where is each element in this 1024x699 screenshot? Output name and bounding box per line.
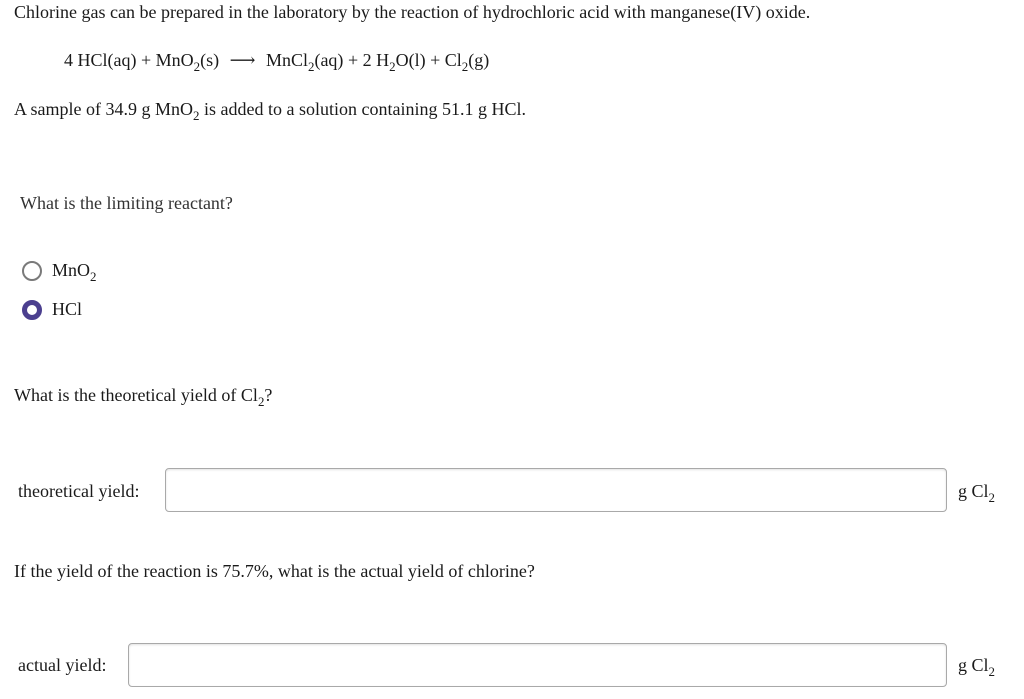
eq-r1-coef: 4 <box>64 50 73 70</box>
eq-p3: $Cl_2(g)$ <box>444 50 490 74</box>
reaction-arrow-icon: ⟶ <box>229 50 256 70</box>
eq-plus: + <box>347 50 359 70</box>
theoretical-yield-label: theoretical yield: <box>18 481 140 501</box>
theoretical-yield-unit: g $Cl_2$ <box>958 481 995 505</box>
actual-yield-unit: g $Cl_2$ <box>958 655 995 679</box>
eq-r1: HCl(aq) <box>77 50 137 70</box>
actual-yield-question: If the yield of the reaction is 75.7%, what is the actual yield of chlorine? <box>14 561 535 581</box>
limiting-reactant-question: What is the limiting reactant? <box>20 193 233 213</box>
theoretical-yield-input[interactable] <box>165 468 947 512</box>
radio-button-selected-icon[interactable] <box>22 300 42 320</box>
theoretical-yield-question: What is the theoretical yield of $Cl_2$? <box>14 385 273 409</box>
radio-button-icon[interactable] <box>22 261 42 281</box>
eq-p1: MnCl$_2$(aq) <box>265 50 344 74</box>
actual-yield-input[interactable] <box>128 643 947 687</box>
eq-r2: MnO$_2$(s) <box>155 50 220 74</box>
option-mno2[interactable] <box>22 260 97 284</box>
eq-p2: 2 $H_2O(l)$ <box>362 50 426 74</box>
actual-yield-label: actual yield: <box>18 655 107 675</box>
eq-plus: + <box>430 50 441 70</box>
option-label: HCl <box>52 299 83 319</box>
eq-plus: + <box>140 50 152 70</box>
option-label: MnO$_2$ <box>52 260 97 284</box>
chemical-equation <box>64 50 490 74</box>
option-hcl[interactable] <box>22 299 82 320</box>
intro-text: Chlorine gas can be prepared in the laboratory by the reaction of hydrochloric acid with manganese(IV) oxide. <box>14 2 811 22</box>
sample-text: A sample of 34.9 g MnO$_2$ is added to a solution containing 51.1 g HCl. <box>14 99 526 123</box>
